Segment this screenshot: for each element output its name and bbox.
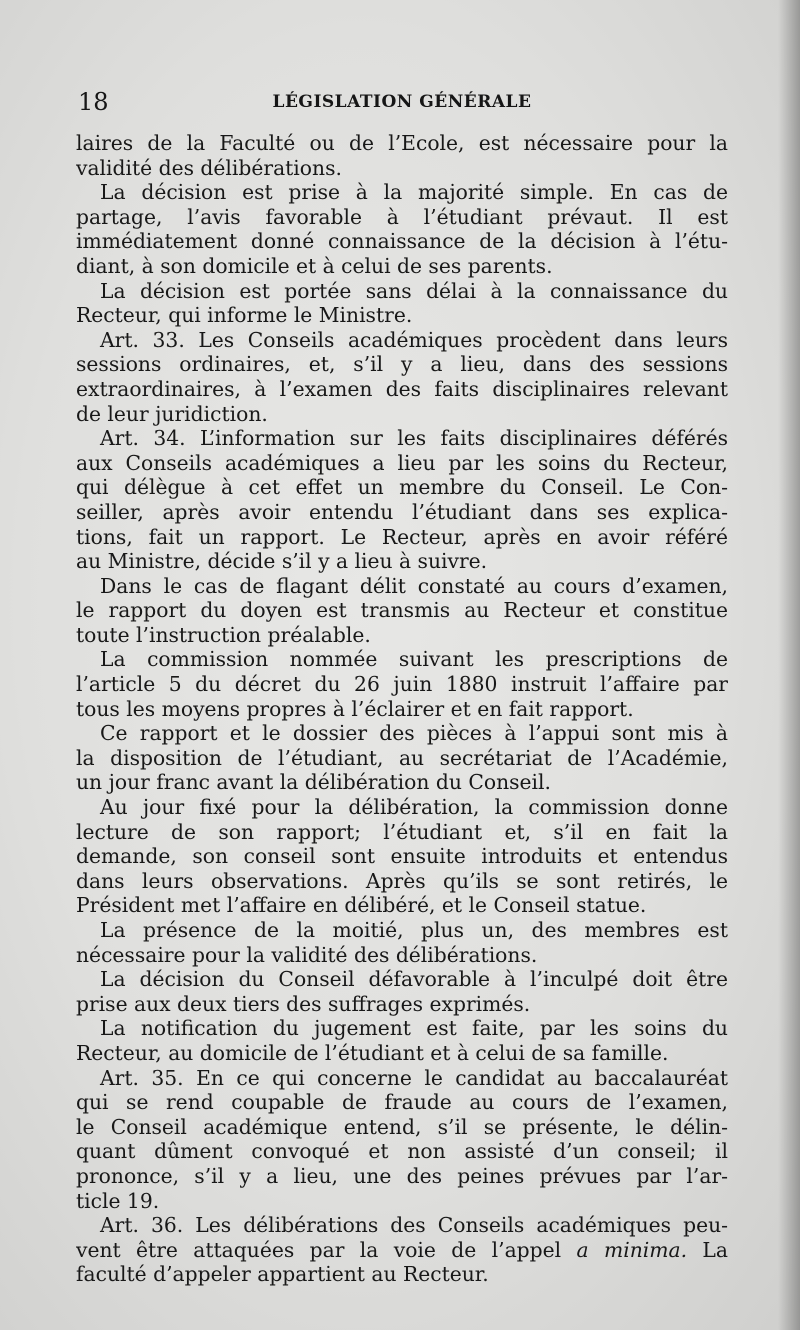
text-line: qui délègue à cet effet un membre du Conseil. Le Con- bbox=[76, 475, 728, 500]
text-line: le Conseil académique entend, s’il se présente, le délin- bbox=[76, 1114, 728, 1139]
text-line: l’article 5 du décret du 26 juin 1880 instruit l’affaire par bbox=[76, 672, 728, 697]
text-line: dans leurs observations. Après qu’ils se sont retirés, le bbox=[76, 868, 728, 893]
text-line: faculté d’appeler appartient au Recteur. bbox=[76, 1262, 489, 1287]
text-line: sessions ordinaires, et, s’il y a lieu, dans des sessions bbox=[76, 352, 728, 377]
paragraph bbox=[76, 180, 728, 278]
paragraph bbox=[76, 721, 728, 795]
text-line: quant dûment convoqué et non assisté d’un conseil; il bbox=[76, 1139, 728, 1164]
text-line: Président met l’affaire en délibéré, et le Conseil statue. bbox=[76, 893, 647, 918]
text-line: un jour franc avant la délibération du Conseil. bbox=[76, 770, 551, 795]
text-line: Au jour fixé pour la délibération, la commission donne bbox=[100, 795, 728, 820]
italic-term: a minima. bbox=[576, 1237, 688, 1262]
paragraph bbox=[76, 426, 728, 574]
paragraph bbox=[76, 328, 728, 426]
text-line: prise aux deux tiers des suffrages exprimés. bbox=[76, 991, 531, 1016]
text-line: laires de la Faculté ou de l’Ecole, est nécessaire pour la bbox=[76, 131, 728, 155]
text-line: Ce rapport et le dossier des pièces à l’appui sont mis à bbox=[100, 721, 728, 746]
text-line: lecture de son rapport; l’étudiant et, s’il en fait la bbox=[76, 819, 728, 844]
text-line: La décision du Conseil défavorable à l’inculpé doit être bbox=[100, 967, 728, 992]
text-line: seiller, après avoir entendu l’étudiant dans ses explica- bbox=[76, 499, 728, 524]
paragraph bbox=[76, 918, 728, 967]
text-line: tions, fait un rapport. Le Recteur, après en avoir référé bbox=[76, 524, 728, 549]
text-line: le rapport du doyen est transmis au Recteur et constitue bbox=[76, 598, 728, 623]
text-line: La notification du jugement est faite, par les soins du bbox=[100, 1016, 728, 1041]
text-line: partage, l’avis favorable à l’étudiant prévaut. Il est bbox=[76, 204, 728, 229]
paragraph bbox=[76, 1066, 728, 1214]
text-line: la disposition de l’étudiant, au secrétariat de l’Académie, bbox=[76, 745, 728, 770]
text-line: Art. 36. Les délibérations des Conseils académiques peu- bbox=[100, 1213, 728, 1238]
text-line: validité des délibérations. bbox=[76, 155, 342, 180]
text-line: Art. 34. L’information sur les faits disciplinaires déférés bbox=[100, 426, 728, 451]
text-line: nécessaire pour la validité des délibérations. bbox=[76, 942, 538, 967]
body-text bbox=[76, 131, 728, 1287]
text-line: vent être attaquées par la voie de l’appel a minima. La bbox=[76, 1237, 728, 1262]
page-gutter-shadow bbox=[778, 0, 800, 1330]
text-line: Art. 33. Les Conseils académiques procèdent dans leurs bbox=[100, 327, 728, 352]
text-line: La commission nommée suivant les prescriptions de bbox=[100, 647, 728, 672]
text-line: Dans le cas de flagant délit constaté au cours d’examen, bbox=[100, 573, 728, 598]
text-line: de leur juridiction. bbox=[76, 401, 268, 426]
text-line: ticle 19. bbox=[76, 1188, 160, 1213]
paragraph bbox=[76, 574, 728, 648]
text-line: au Ministre, décide s’il y a lieu à suivre. bbox=[76, 549, 488, 574]
text-line: La décision est prise à la majorité simple. En cas de bbox=[100, 180, 728, 205]
text-line: diant, à son domicile et à celui de ses parents. bbox=[76, 253, 553, 278]
text-line: tous les moyens propres à l’éclairer et en fait rapport. bbox=[76, 696, 634, 721]
text-line: prononce, s’il y a lieu, une des peines prévues par l’ar- bbox=[76, 1163, 728, 1188]
text-line: aux Conseils académiques a lieu par les soins du Recteur, bbox=[76, 450, 728, 475]
paragraph bbox=[76, 647, 728, 721]
page-header bbox=[76, 84, 728, 116]
paragraph bbox=[76, 1213, 728, 1287]
paragraph bbox=[76, 967, 728, 1016]
paragraph bbox=[76, 131, 728, 180]
text-line: Recteur, qui informe le Ministre. bbox=[76, 303, 413, 328]
text-line: demande, son conseil sont ensuite introduits et entendus bbox=[76, 844, 728, 869]
text-line: Recteur, au domicile de l’étudiant et à celui de sa famille. bbox=[76, 1040, 669, 1065]
paragraph bbox=[76, 795, 728, 918]
text-line: La décision est portée sans délai à la connaissance du bbox=[100, 278, 728, 303]
text-line: toute l’instruction préalable. bbox=[76, 622, 371, 647]
paragraph bbox=[76, 1016, 728, 1065]
text-line: qui se rend coupable de fraude au cours de l’examen, bbox=[76, 1090, 728, 1115]
text-line: Art. 35. En ce qui concerne le candidat au baccalauréat bbox=[100, 1065, 728, 1090]
running-head: LÉGISLATION GÉNÉRALE bbox=[272, 92, 532, 112]
text-line: extraordinaires, à l’examen des faits disciplinaires relevant bbox=[76, 376, 728, 401]
text-line: La présence de la moitié, plus un, des membres est bbox=[100, 918, 728, 942]
text-line: immédiatement donné connaissance de la décision à l’étu- bbox=[76, 229, 728, 254]
paragraph bbox=[76, 279, 728, 328]
page-number: 18 bbox=[78, 88, 109, 116]
